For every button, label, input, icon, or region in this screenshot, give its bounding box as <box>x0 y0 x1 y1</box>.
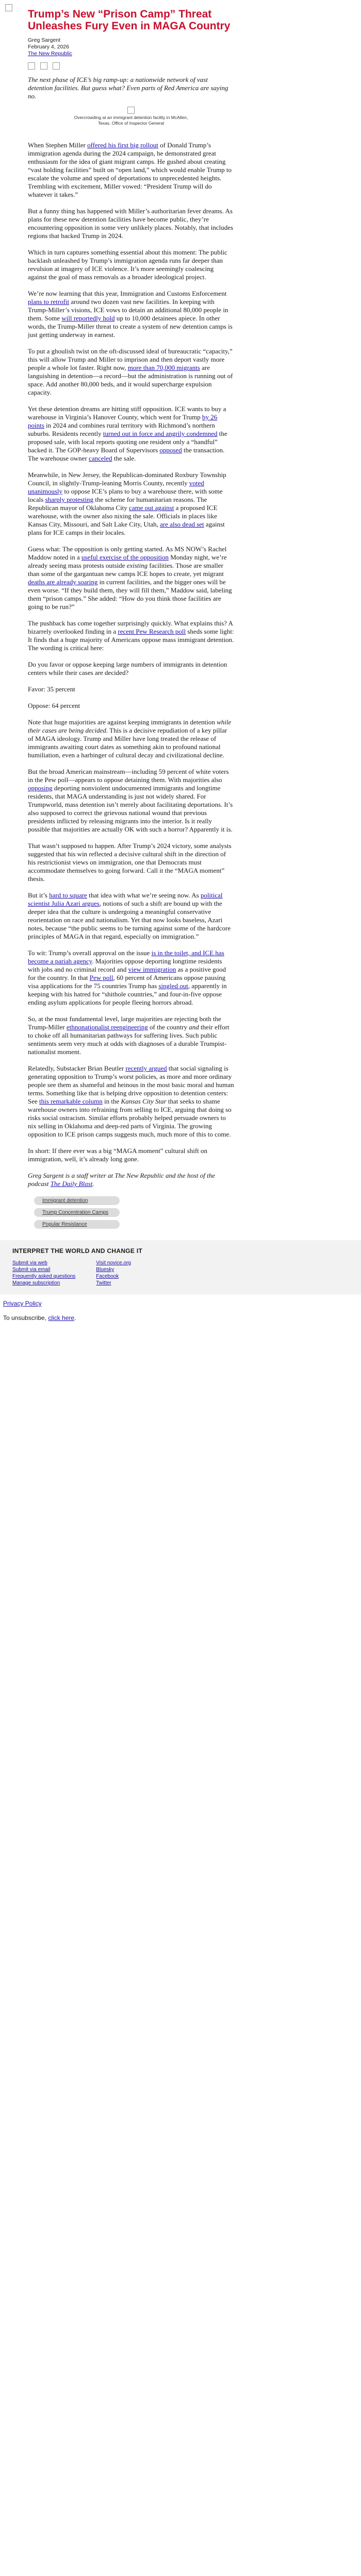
paragraph-text: But it’s <box>28 891 50 899</box>
paragraph-text: the scheme for humanitarian reasons. The Republican mayor of Oklahoma City <box>28 496 207 512</box>
facebook-link[interactable]: Facebook <box>96 1274 119 1279</box>
inline-link[interactable]: offered his first big rollout <box>87 141 158 149</box>
tag-list <box>28 1196 234 1229</box>
publish-date: February 4, 2026 <box>28 44 69 50</box>
article-dek: The next phase of ICE’s big ramp-up: a nationwide network of vast detention facilities. But guess what? Even parts of Red America are saying no. <box>28 76 228 100</box>
paragraph-text: , notions of such a shift are bound up with the deeper idea that the culture is undergoing a meaningful conservative reorientation on race and nationalism. Yet that now looks baseless, Azari notes, because “the public seems to be turning against some of the hardcore principles of MAGA in that regard, especially on immigration.” <box>28 900 231 940</box>
paragraph-text: , apparently in keeping with his hatred for “shithole countries,” and four-in-five oppose ending asylum applications for people fleeing horrors abroad. <box>28 982 227 1006</box>
inline-link[interactable]: deaths are already soaring <box>28 578 98 586</box>
submit-via-web-link[interactable]: Submit via web <box>12 1260 47 1266</box>
article-paragraph <box>28 842 234 883</box>
twitter-link[interactable]: Twitter <box>96 1280 111 1286</box>
paragraph-text: But the broad American mainstream—including 59 percent of white voters in the Pew poll—appears to oppose detaining them. With majorities also <box>28 768 229 784</box>
article-paragraph <box>28 718 234 759</box>
paragraph-text: Oppose: 64 percent <box>28 702 80 709</box>
publication-link[interactable]: The New Republic <box>28 50 72 57</box>
paragraph-text: In short: If there ever was a big “MAGA moment” cultural shift on immigration, well, it’s already long gone. <box>28 1147 208 1163</box>
faq-link[interactable]: Frequently asked questions <box>12 1274 76 1279</box>
inline-link[interactable]: political scientist Julia Azari argues <box>28 891 223 907</box>
paragraph-text: Do you favor or oppose keeping large numbers of immigrants in detention centers while their cases are decided? <box>28 660 227 676</box>
paragraph-text: sheds some light: It finds that a huge majority of Americans oppose mass immigrant detention. The wording is critical here: <box>28 628 234 652</box>
article-paragraph <box>28 405 234 463</box>
inline-link[interactable]: came out against <box>129 504 174 512</box>
tag-immigrant-detention[interactable]: Immigrant detention <box>34 1196 120 1205</box>
image-caption: Overcrowding at an immigrant detention facility in McAllen, Texas. Office of Inspector General <box>74 115 188 126</box>
article-paragraph <box>28 891 234 941</box>
emphasis-text: while their cases are being decided <box>28 718 232 734</box>
article-paragraph <box>28 685 234 693</box>
inline-link[interactable]: hard to square <box>49 891 87 899</box>
inline-link[interactable]: sharply protesting <box>45 496 94 503</box>
inline-link[interactable]: is in the toilet, and ICE has become a pariah agency <box>28 949 224 965</box>
paragraph-text: a proposed ICE warehouse, with the owner also nixing the sale. Officials in places like Kansas City, Missouri, and Salt Lake City, Utah, <box>28 504 218 528</box>
paragraph-text: Yet these detention dreams are hitting stiff opposition. ICE wants to buy a warehouse in Virginia’s Hanover County, which went for Trump <box>28 405 226 421</box>
paragraph-text: to oppose ICE’s plans to buy a warehouse there, with some locals <box>28 487 223 503</box>
paragraph-text: of Donald Trump’s immigration agenda during the 2024 campaign, he demonstrated great enthusiasm for the idea of giant migrant camps. He gushed about creating “vast holding facilities” built on “open land,” which would enable Trump to escalate the volume and speed of deportations to unprecedented heights. Trembling with excitement, Miller vowed: “President Trump will do whatever it takes.” <box>28 141 232 198</box>
paragraph-text: deporting nonviolent undocumented immigrants and longtime residents, that MAGA understanding is just not widely shared. For Trumpworld, mass detention isn’t merely about facilitating deportations. It’s also supposed to correct the grievous national wound that previous presidents inflicted by releasing migrants into the interior. Is it really possible that majorities are actually OK with such a horror? Apparently it is. <box>28 784 233 833</box>
article <box>28 0 234 1229</box>
paragraph-text: facilities. Those are smaller than some of the gargantuan new camps ICE hopes to create, yet migrant <box>28 562 224 578</box>
article-paragraph <box>28 619 234 652</box>
manage-subscription-link[interactable]: Manage subscription <box>12 1280 60 1286</box>
emphasis-text: Kansas City Star <box>121 1097 167 1105</box>
article-title: Trump’s New “Prison Camp” Threat Unleashes Fury Even in MAGA Country <box>28 8 231 32</box>
article-paragraph <box>28 545 234 611</box>
unsubscribe-suffix: . <box>74 1314 76 1321</box>
emphasis-text: The New Republic <box>114 1172 164 1179</box>
emphasis-text: existing <box>126 562 148 569</box>
article-paragraph <box>28 768 234 834</box>
visit-site-link[interactable]: Visit novice.org <box>96 1260 131 1266</box>
byline <box>28 37 234 57</box>
article-paragraph <box>28 141 234 199</box>
submit-via-email-link[interactable]: Submit via email <box>12 1267 51 1273</box>
inline-link[interactable]: by 26 points <box>28 413 218 429</box>
article-paragraph <box>28 1015 234 1056</box>
inline-link[interactable]: The Daily Blast <box>50 1180 93 1188</box>
privacy-policy-link[interactable]: Privacy Policy <box>3 1300 42 1307</box>
paragraph-text: the proposed sale, with local reports quoting one resident only a “handful” backed it. The GOP-heavy Board of Supervisors <box>28 430 227 454</box>
inline-link[interactable]: opposed <box>159 446 182 454</box>
paragraph-text: Meanwhile, in New Jersey, the Republican-dominated Roxbury Township Council, in slightly-Trump-leaning Morris County, recently <box>28 471 226 487</box>
inline-link[interactable]: recent Pew Research poll <box>118 628 186 635</box>
paragraph-text: To wit: Trump’s overall approval on the issue <box>28 949 152 957</box>
emphasis-text: and <box>189 1023 199 1031</box>
broken-image-icon <box>5 4 12 11</box>
inline-link[interactable]: opposing <box>28 784 53 792</box>
article-paragraph <box>28 347 234 397</box>
paragraph-text: against plans for ICE camps in their locales. <box>28 520 225 536</box>
article-paragraph <box>28 290 234 339</box>
paragraph-text: The pushback has come together surprisingly quickly. What explains this? A bizarrely overlooked finding in a <box>28 619 233 635</box>
paragraph-text: that idea with what we’re seeing now. As <box>87 891 201 899</box>
article-paragraph <box>28 471 234 537</box>
paragraph-text: We’re now learning that this year, Immigration and Customs Enforcement <box>28 290 227 297</box>
paragraph-text: their effort to choke off all humanitarian pathways for suffering lives. Such public sentiments seem very much at odds with diagnoses of a durable Trumpist-nationalist moment. <box>28 1023 229 1056</box>
unsubscribe-link[interactable]: click here <box>48 1314 75 1321</box>
emphasis-text: Greg Sargent is a staff writer at <box>28 1172 115 1179</box>
bluesky-link[interactable]: Bluesky <box>96 1267 114 1273</box>
inline-link[interactable]: ethnonationalist reengineering <box>67 1023 148 1031</box>
paragraph-text: the transaction. The warehouse owner <box>28 446 225 462</box>
paragraph-text: . Majorities oppose deporting longtime residents with jobs and no criminal record and <box>28 957 222 973</box>
article-paragraph <box>28 949 234 1007</box>
paragraph-text: in current facilities, and the bigger ones will be even worse. “If they build them, they will fill them,” Maddow said, labeling them “prison camps.” She added: “How do you think those facilities are going to be run?” <box>28 578 232 611</box>
inline-link[interactable]: this remarkable column <box>39 1097 103 1105</box>
paragraph-text: that seeks to shame warehouse owners into refraining from selling to ICE, arguing that doing so risks social ostracism. Similar efforts probably helped persuade owners to nix selling in Oklahoma and deep-red parts of Virginia. The growing opposition to ICE prison camps suggests much, much more of this to come. <box>28 1097 232 1138</box>
inline-link[interactable]: singled out <box>158 982 188 990</box>
footer-left-column <box>12 1260 75 1286</box>
footer-heading: INTERPRET THE WORLD AND CHANGE IT <box>12 1247 143 1255</box>
inline-link[interactable]: more than 70,000 migrants <box>127 364 200 371</box>
inline-link[interactable]: voted unanimously <box>28 479 204 495</box>
twitter-share-icon[interactable] <box>40 62 47 70</box>
article-paragraph <box>28 207 234 240</box>
tag-popular-resistance[interactable]: Popular Resistance <box>34 1220 120 1229</box>
article-paragraph <box>28 248 234 281</box>
paragraph-text: Favor: 35 percent <box>28 685 75 693</box>
inline-link[interactable]: view immigration <box>128 965 176 973</box>
inline-link[interactable]: Pew poll <box>89 974 113 981</box>
paragraph-text: the sale. <box>112 454 136 462</box>
footer <box>0 1240 361 1295</box>
inline-link[interactable]: canceled <box>89 454 112 462</box>
unsubscribe-prefix: To unsubscribe, <box>3 1314 48 1321</box>
email-share-icon[interactable] <box>53 62 60 70</box>
paragraph-text: That wasn’t supposed to happen. After Trump’s 2024 victory, some analysts suggested that his win reflected a decisive cultural shift in the direction of his restrictionist views on immigration, one that Democrats must accommodate themselves to going forward. Call it the “MAGA moment” thesis. <box>28 842 232 883</box>
paragraph-text: are languishing in detention—a record—but the administration is running out of space. Add another 80,000 beds, and it would supercharge expulsion capacity. <box>28 364 233 396</box>
inline-link[interactable]: useful exercise of the opposition <box>81 553 169 561</box>
paragraph-text: of the country <box>147 1023 189 1031</box>
unsubscribe-line <box>3 1314 361 1321</box>
facebook-share-icon[interactable] <box>28 62 35 70</box>
share-icons <box>28 62 234 70</box>
inline-link[interactable]: plans to retrofit <box>28 298 70 306</box>
article-paragraph <box>28 1064 234 1139</box>
article-paragraph <box>28 660 234 677</box>
tag-trump-concentration-camps[interactable]: Trump Concentration Camps <box>34 1208 120 1217</box>
inline-link[interactable]: recently argued <box>125 1064 167 1072</box>
inline-link[interactable]: are also dead set <box>160 520 204 528</box>
paragraph-text: up to 10,000 detainees apiece. In other words, the Trump-Miller threat to create a system of new detention camps is just getting underway in earnest. <box>28 314 233 338</box>
paragraph-text: To put a ghoulish twist on the oft-discussed ideal of bureaucratic “capacity,” this will allow Trump and Miller to imprison and then deport vastly more people a whole lot faster. Right now, <box>28 347 233 371</box>
paragraph-text: , 60 percent of Americans oppose pausing visa applications for the 75 countries Trump has <box>28 974 226 990</box>
article-paragraph <box>28 1147 234 1163</box>
article-body <box>28 141 234 1188</box>
paragraph-text: that social signaling is generating opposition to Trump’s worst policies, as more and more ordinary people see them as shameful and heinous in the most basic moral and human terms. Something like that is helping drive opposition to detention centers: See <box>28 1064 234 1105</box>
paragraph-text: Which in turn captures something essential about this moment: The public backlash unleashed by Trump’s immigration agenda runs far deeper than revulsion at imagery of ICE violence. It’s more seemingly coalescing against the goal of mass removals as a broader ideological project. <box>28 248 227 281</box>
paragraph-text: Monday night, we’re already seeing mass protests outside <box>28 553 227 569</box>
paragraph-text: Relatedly, Substacker Brian Beutler <box>28 1064 126 1072</box>
author-name: Greg Sargent <box>28 37 61 43</box>
paragraph-text: in the <box>102 1097 121 1105</box>
paragraph-text: But a funny thing has happened with Miller’s authoritarian fever dreams. As plans for these new detention facilities have become public, they’re encountering opposition in some very unlikely places. Notably, that includes regions that backed Trump in 2024. <box>28 207 234 240</box>
bottom-bar <box>0 1295 361 1321</box>
paragraph-text: . This is a decisive repudiation of a key pillar of MAGA ideology. Trump and Miller have long treated the release of immigrants awaiting court dates as something akin to profound national humiliation, even a harbinger of cultural decay and civilizational decline. <box>28 726 227 759</box>
footer-links <box>12 1260 361 1286</box>
article-figure <box>28 107 234 126</box>
paragraph-text: Note that huge majorities are against keeping immigrants in detention <box>28 718 217 726</box>
paragraph-text: When Stephen Miller <box>28 141 88 149</box>
paragraph-text: as a positive good for the country. In that <box>28 965 226 981</box>
article-paragraph <box>28 702 234 710</box>
inline-link[interactable]: turned out in force and angrily condemned <box>103 430 218 437</box>
emphasis-text: . <box>92 1180 94 1188</box>
inline-link[interactable]: will reportedly hold <box>61 314 115 322</box>
paragraph-text: Guess what: The opposition is only getting started. As MS NOW’s Rachel Maddow noted in a <box>28 545 227 561</box>
emphasis-text: and the host of the podcast <box>28 1172 216 1188</box>
article-paragraph <box>28 1172 234 1188</box>
paragraph-text: around two dozen vast new facilities. In keeping with Trump-Miller’s visions, ICE vows to detain an additional 80,000 people in them. Some <box>28 298 228 322</box>
paragraph-text: So, at the most fundamental level, large majorities are rejecting both the Trump-Miller <box>28 1015 221 1031</box>
article-image-icon <box>127 107 135 114</box>
footer-right-column <box>96 1260 131 1286</box>
paragraph-text: in 2024 and combines rural territory with Richmond’s northern suburbs. Residents recently <box>28 421 215 437</box>
